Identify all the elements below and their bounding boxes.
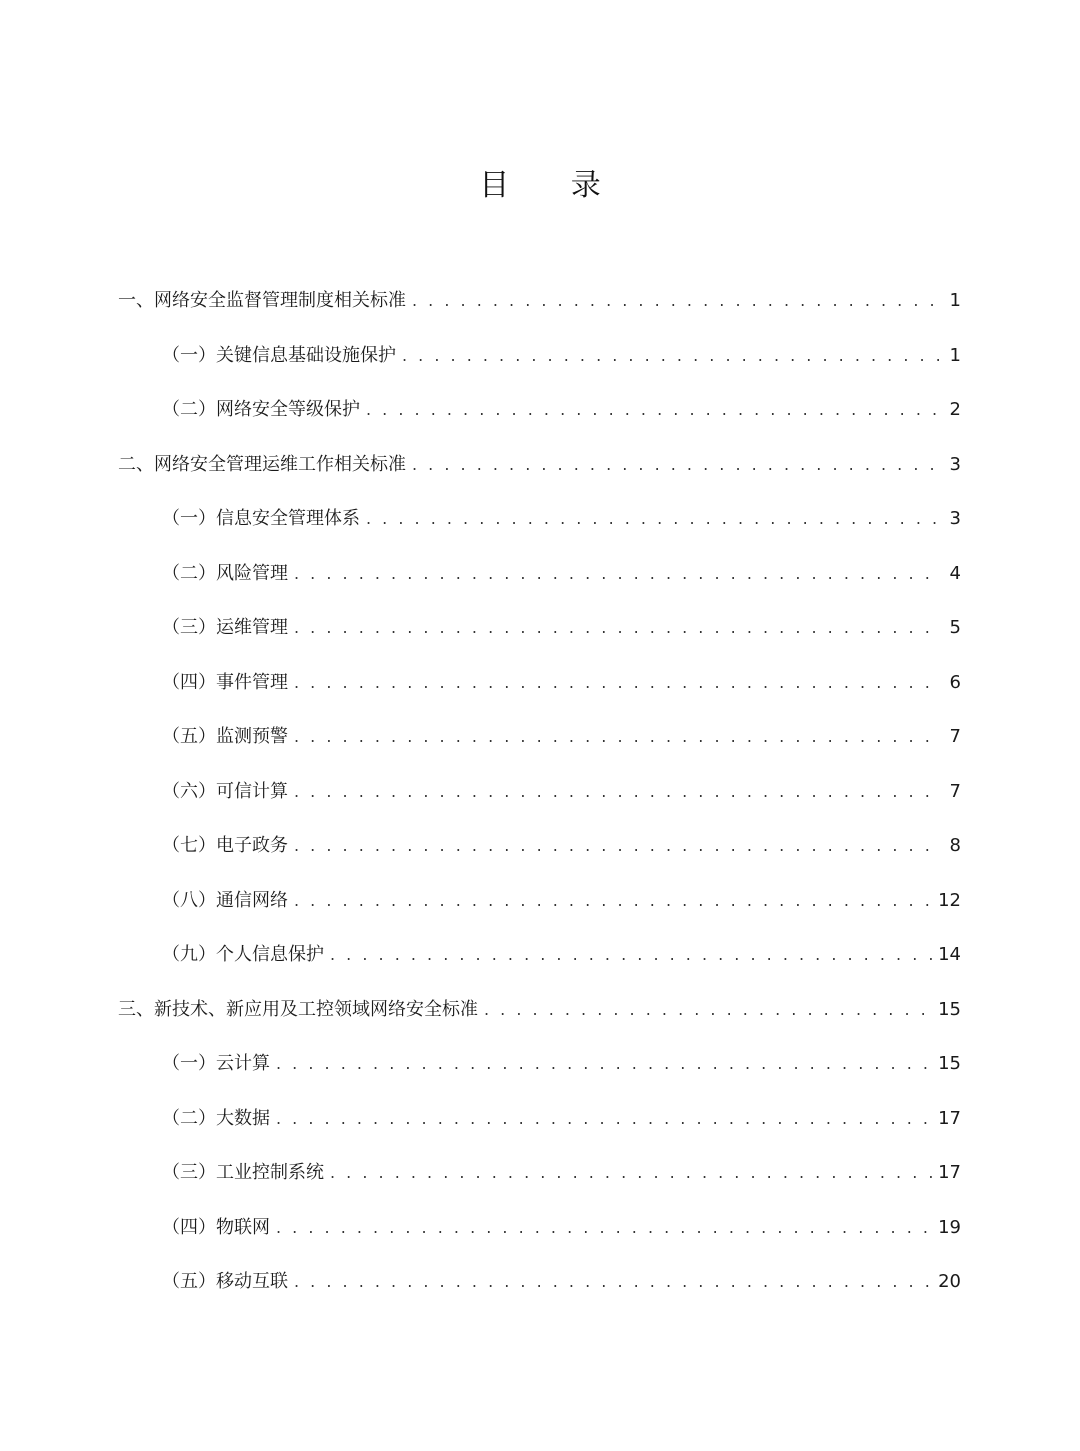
dot-leader: [294, 710, 941, 764]
toc-page-number: 2: [949, 399, 961, 420]
toc-entry[interactable]: [162, 547, 961, 601]
toc-entry-text: （二）网络安全等级保护: [162, 399, 360, 420]
toc-entry-text: （五）移动互联: [162, 1271, 288, 1292]
toc-entry[interactable]: [162, 329, 961, 383]
toc-entry-text: （一）云计算: [162, 1053, 270, 1074]
toc-entry[interactable]: [118, 274, 961, 328]
toc-page-number: 8: [949, 835, 961, 856]
toc-entry[interactable]: [118, 438, 961, 492]
toc-entry-text: （四）物联网: [162, 1216, 270, 1238]
toc-page-number: 14: [938, 944, 961, 965]
dot-leader: [294, 547, 941, 601]
toc-entry-text: （三）运维管理: [162, 617, 288, 638]
dot-leader: [412, 438, 941, 492]
toc-page-number: 19: [938, 1216, 961, 1238]
toc-entry-text: （九）个人信息保护: [162, 944, 324, 965]
dot-leader: [294, 601, 941, 655]
toc-page-number: 4: [949, 562, 961, 584]
dot-leader: [294, 819, 941, 873]
toc-page-number: 15: [938, 1053, 961, 1074]
toc-entry[interactable]: [162, 1037, 961, 1091]
toc-entry-text: （三）工业控制系统: [162, 1162, 324, 1183]
dot-leader: [330, 928, 932, 982]
toc-entry-text: （一）信息安全管理体系: [162, 508, 360, 529]
dot-leader: [276, 1092, 932, 1146]
toc-entry[interactable]: [118, 983, 961, 1037]
toc-page-number: 15: [938, 998, 961, 1020]
toc-page-number: 17: [938, 1162, 961, 1183]
toc-page-number: 7: [949, 780, 961, 802]
toc-entry[interactable]: [162, 492, 961, 546]
toc-entry-text: （一）关键信息基础设施保护: [162, 344, 396, 366]
dot-leader: [294, 1255, 932, 1309]
toc-entry-text: （五）监测预警: [162, 726, 288, 747]
dot-leader: [366, 383, 941, 437]
dot-leader: [294, 656, 941, 710]
toc-entry-text: （四）事件管理: [162, 671, 288, 693]
toc-page-number: 6: [949, 671, 961, 693]
dot-leader: [484, 983, 932, 1037]
toc-page-number: 1: [949, 290, 961, 311]
dot-leader: [294, 765, 941, 819]
toc-page-number: 1: [949, 344, 961, 366]
dot-leader: [402, 329, 941, 383]
toc-page-number: 17: [938, 1107, 961, 1129]
toc-entry[interactable]: [162, 819, 961, 873]
toc-entry-text: 三、新技术、新应用及工控领域网络安全标准: [118, 998, 478, 1020]
dot-leader: [276, 1201, 932, 1255]
toc-entry[interactable]: [162, 383, 961, 437]
toc-entry[interactable]: [162, 928, 961, 982]
toc-entry[interactable]: [162, 765, 961, 819]
toc-page-number: 3: [949, 508, 961, 529]
page-title: 目 录: [479, 168, 627, 203]
toc-entry[interactable]: [162, 601, 961, 655]
toc-entry[interactable]: [162, 874, 961, 928]
dot-leader: [294, 874, 932, 928]
toc-page-number: 7: [949, 726, 961, 747]
toc-page-number: 20: [938, 1271, 961, 1292]
toc-entry-text: （二）风险管理: [162, 562, 288, 584]
toc-entry-text: （六）可信计算: [162, 780, 288, 802]
toc-page-number: 5: [949, 617, 961, 638]
toc-entry-text: （七）电子政务: [162, 835, 288, 856]
toc-entry[interactable]: [162, 710, 961, 764]
toc-entry[interactable]: [162, 1201, 961, 1255]
toc-page-number: 3: [949, 453, 961, 475]
toc-entry-text: （八）通信网络: [162, 889, 288, 911]
toc-entry-text: 一、网络安全监督管理制度相关标准: [118, 290, 406, 311]
dot-leader: [276, 1037, 932, 1091]
dot-leader: [366, 492, 941, 546]
toc-entry[interactable]: [162, 1146, 961, 1200]
dot-leader: [330, 1146, 932, 1200]
toc-entry[interactable]: [162, 1255, 961, 1309]
toc-entry-text: 二、网络安全管理运维工作相关标准: [118, 453, 406, 475]
dot-leader: [412, 274, 941, 328]
toc-entry-text: （二）大数据: [162, 1107, 270, 1129]
toc-entry[interactable]: [162, 1092, 961, 1146]
toc-entry[interactable]: [162, 656, 961, 710]
toc-page-number: 12: [938, 889, 961, 911]
